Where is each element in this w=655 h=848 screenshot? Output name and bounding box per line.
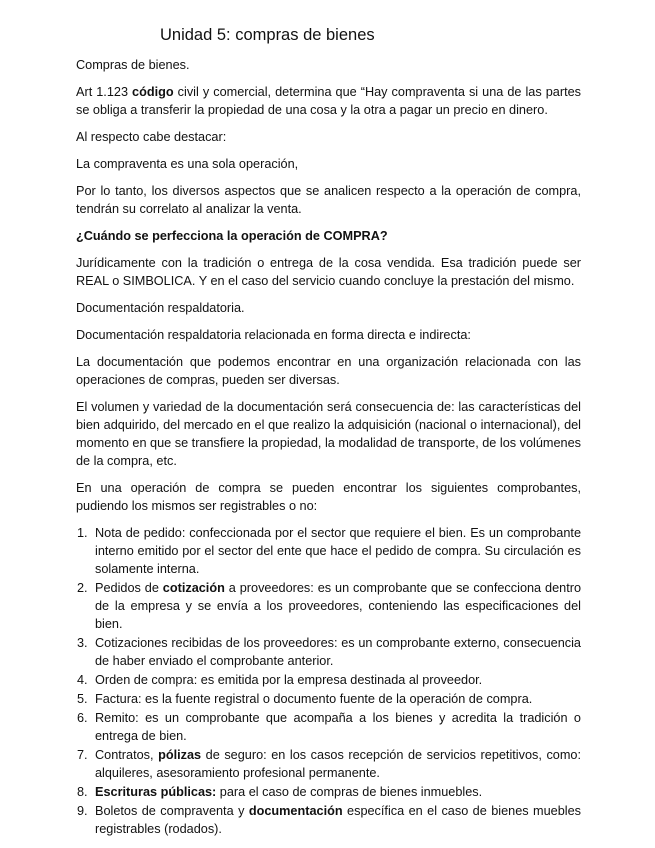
paragraph-por-lo-tanto: Por lo tanto, los diversos aspectos que se analicen respecto a la operación de compra, tendrán su correlato al analizar la venta.: [76, 184, 581, 216]
art-prefix: Art 1.123: [76, 85, 133, 99]
list-item: 6. Remito: es un comprobante que acompaña a los bienes y acredita la tradición o entrega de bien.: [77, 711, 581, 743]
list-item: 7. Contratos, pólizas de seguro: en los casos recepción de servicios repetitivos, como: alquileres, asesoramiento profesional permanente.: [77, 748, 581, 780]
paragraph-doc-relacionada: Documentación respaldatoria relacionada en forma directa e indirecta:: [76, 328, 471, 342]
paragraph-juridicamente: Jurídicamente con la tradición o entrega de la cosa vendida. Esa tradición puede ser REAL o SIMBOLICA. Y en el caso del servicio cuando concluye la prestación del mismo.: [76, 256, 581, 288]
paragraph-art-1123: [76, 83, 581, 119]
list-item: 1. Nota de pedido: confeccionada por el sector que requiere el bien. Es un comprobante interno emitido por el sector del ente que hace el pedido de compra. Su circulación es solamente interna.: [77, 526, 581, 576]
list-item: 5. Factura: es la fuente registral o documento fuente de la operación de compra.: [77, 692, 533, 706]
list-item: 2. Pedidos de cotización a proveedores: es un comprobante que se confecciona dentro de la empresa y se envía a los proveedores, conteniendo las especificaciones del bien.: [77, 581, 581, 631]
paragraph-compraventa: La compraventa es una sola operación,: [76, 157, 299, 171]
list-item: 9. Boletos de compraventa y documentación específica en el caso de bienes muebles registrables (rodados).: [77, 804, 581, 836]
paragraph-doc-respaldatoria: Documentación respaldatoria.: [76, 301, 245, 315]
page-title: Unidad 5: compras de bienes: [160, 26, 375, 44]
comprobantes-list: [76, 524, 581, 838]
paragraph-documentacion-organizacion: La documentación que podemos encontrar en una organización relacionada con las operaciones de compras, pueden ser diversas.: [76, 355, 581, 387]
art-bold-codigo: código: [132, 85, 174, 99]
list-item: 4. Orden de compra: es emitida por la empresa destinada al proveedor.: [77, 673, 483, 687]
list-item: 8. Escrituras públicas: para el caso de compras de bienes inmuebles.: [77, 785, 483, 799]
paragraph-compras: Compras de bienes.: [76, 58, 190, 72]
list-item: 3. Cotizaciones recibidas de los proveedores: es un comprobante externo, consecuencia de haber enviado el comprobante anterior.: [77, 636, 581, 668]
paragraph-comprobantes-intro: En una operación de compra se pueden encontrar los siguientes comprobantes, pudiendo los mismos ser registrables o no:: [76, 481, 581, 513]
paragraph-volumen: El volumen y variedad de la documentación será consecuencia de: las características del bien adquirido, del mercado en el que realizo la adquisición (nacional o internacional), del momento en que se transfiere la propiedad, la modalidad de transporte, de los volúmenes de la compra, etc.: [76, 400, 581, 468]
heading-perfecciona: ¿Cuándo se perfecciona la operación de COMPRA?: [76, 229, 388, 243]
paragraph-destacar: Al respecto cabe destacar:: [76, 130, 227, 144]
art-rest: civil y comercial, determina que “Hay compraventa si una de las partes se obliga a transferir la propiedad de una cosa y la otra a pagar un precio en dinero.: [76, 85, 582, 117]
